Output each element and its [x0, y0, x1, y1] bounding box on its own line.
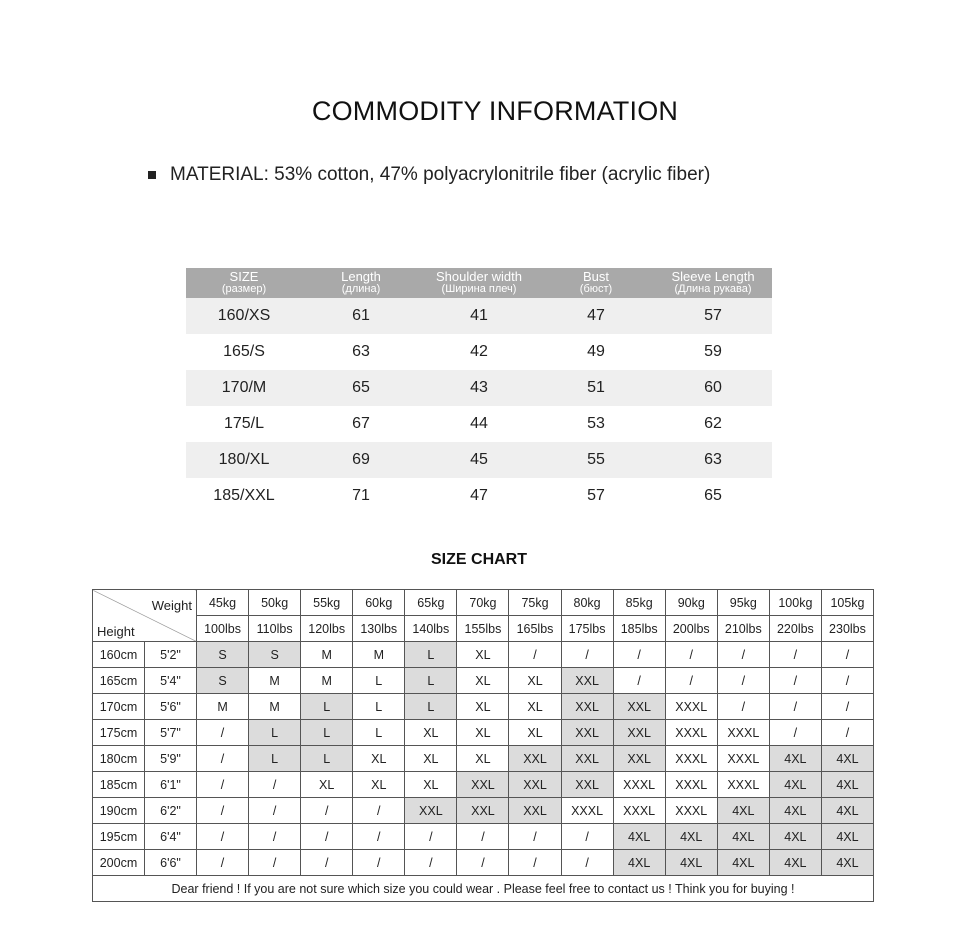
- size-cell: 4XL: [769, 746, 821, 772]
- size-cell: XXXL: [613, 772, 665, 798]
- measurement-cell: 59: [704, 343, 722, 360]
- weight-kg-cell: 65kg: [405, 590, 457, 616]
- weight-kg-cell: 60kg: [353, 590, 405, 616]
- measurement-cell: 61: [302, 298, 420, 334]
- height-cm-cell: 190cm: [93, 798, 145, 824]
- measurement-cell: 65: [302, 370, 420, 406]
- header-length: Length (длина): [302, 268, 420, 298]
- size-cell: XXL: [561, 668, 613, 694]
- size-cell: /: [717, 668, 769, 694]
- size-cell: M: [301, 668, 353, 694]
- size-cell: L: [353, 694, 405, 720]
- size-cell: /: [457, 850, 509, 876]
- weight-lbs-cell: 230lbs: [821, 616, 873, 642]
- weight-kg-cell: 55kg: [301, 590, 353, 616]
- size-cell: /: [561, 642, 613, 668]
- measurement-header-row: [186, 268, 772, 298]
- size-cell: L: [353, 720, 405, 746]
- size-cell: L: [353, 668, 405, 694]
- size-cell: XL: [405, 772, 457, 798]
- size-cell: /: [665, 668, 717, 694]
- size-cell: XXL: [561, 720, 613, 746]
- measurement-cell: 180/XL: [186, 442, 302, 478]
- size-cell: /: [353, 798, 405, 824]
- size-cell: L: [249, 720, 301, 746]
- size-cell: 4XL: [717, 850, 769, 876]
- size-cell: /: [249, 772, 301, 798]
- weight-height-corner: [93, 590, 197, 642]
- height-row: [93, 642, 874, 668]
- size-cell: L: [301, 746, 353, 772]
- height-cm-cell: 165cm: [93, 668, 145, 694]
- weight-lbs-cell: 200lbs: [665, 616, 717, 642]
- size-cell: M: [353, 642, 405, 668]
- weight-lbs-cell: 120lbs: [301, 616, 353, 642]
- size-cell: 4XL: [821, 746, 873, 772]
- height-ft-cell: 5'2": [145, 642, 197, 668]
- size-cell: XL: [509, 694, 561, 720]
- measurement-cell: 53: [587, 415, 605, 432]
- height-ft-cell: 5'7": [145, 720, 197, 746]
- weight-lbs-cell: 210lbs: [717, 616, 769, 642]
- size-cell: 4XL: [821, 798, 873, 824]
- size-cell: L: [301, 694, 353, 720]
- size-cell: 4XL: [665, 824, 717, 850]
- size-cell: /: [457, 824, 509, 850]
- weight-kg-cell: 85kg: [613, 590, 665, 616]
- weight-lbs-cell: 175lbs: [561, 616, 613, 642]
- weight-lbs-cell: 110lbs: [249, 616, 301, 642]
- size-cell: /: [717, 694, 769, 720]
- size-cell: /: [821, 642, 873, 668]
- size-cell: 4XL: [821, 824, 873, 850]
- size-cell: XL: [353, 746, 405, 772]
- height-cm-cell: 185cm: [93, 772, 145, 798]
- size-cell: M: [197, 694, 249, 720]
- height-cm-cell: 170cm: [93, 694, 145, 720]
- measurement-table: [186, 268, 772, 514]
- size-cell: XXXL: [665, 746, 717, 772]
- measurement-cell: 57: [654, 298, 772, 334]
- height-cm-cell: 175cm: [93, 720, 145, 746]
- header-shoulder-width: Shoulder width (Ширина плеч): [420, 268, 538, 298]
- size-cell: 4XL: [769, 798, 821, 824]
- size-cell: /: [769, 720, 821, 746]
- size-cell: /: [197, 824, 249, 850]
- size-cell: S: [249, 642, 301, 668]
- measurement-cell: 41: [420, 298, 538, 334]
- size-cell: M: [301, 642, 353, 668]
- height-row: [93, 798, 874, 824]
- measurement-cell: 43: [420, 370, 538, 406]
- height-row: [93, 720, 874, 746]
- size-cell: L: [405, 668, 457, 694]
- weight-lbs-cell: 165lbs: [509, 616, 561, 642]
- size-cell: /: [717, 642, 769, 668]
- weight-lbs-cell: 140lbs: [405, 616, 457, 642]
- material-text: MATERIAL: 53% cotton, 47% polyacrylonitrile fiber (acrylic fiber): [170, 164, 711, 185]
- size-cell: XXL: [561, 772, 613, 798]
- measurement-row: [186, 334, 772, 370]
- size-cell: /: [769, 668, 821, 694]
- size-cell: XXL: [405, 798, 457, 824]
- measurement-cell: 60: [654, 370, 772, 406]
- height-row: [93, 746, 874, 772]
- height-cm-cell: 180cm: [93, 746, 145, 772]
- size-cell: XXXL: [717, 720, 769, 746]
- size-cell: /: [769, 694, 821, 720]
- weight-lbs-cell: 100lbs: [197, 616, 249, 642]
- size-cell: /: [197, 720, 249, 746]
- size-cell: XL: [457, 668, 509, 694]
- height-label: Height: [97, 624, 135, 639]
- footer-row: [93, 876, 874, 902]
- header-size: SIZE (размер): [186, 268, 302, 298]
- measurement-row: [186, 406, 772, 442]
- size-cell: XL: [509, 720, 561, 746]
- size-cell: XXXL: [665, 772, 717, 798]
- size-cell: XL: [457, 642, 509, 668]
- size-cell: 4XL: [769, 824, 821, 850]
- measurement-row: [186, 478, 772, 514]
- size-cell: XXL: [613, 694, 665, 720]
- size-cell: 4XL: [821, 850, 873, 876]
- weight-label: Weight: [151, 598, 192, 613]
- size-chart-title: SIZE CHART: [431, 551, 527, 568]
- weight-kg-row: [93, 590, 874, 616]
- header-bust: Bust (бюст): [538, 268, 654, 298]
- measurement-cell: 44: [470, 415, 488, 432]
- measurement-cell: 63: [654, 442, 772, 478]
- height-ft-cell: 5'9": [145, 746, 197, 772]
- measurement-cell: 67: [352, 415, 370, 432]
- weight-kg-cell: 50kg: [249, 590, 301, 616]
- size-cell: /: [405, 850, 457, 876]
- measurement-cell: 185/XXL: [213, 487, 275, 504]
- size-cell: XXL: [561, 694, 613, 720]
- header-sleeve-length: Sleeve Length (Длина рукава): [654, 268, 772, 298]
- measurement-cell: 51: [538, 370, 654, 406]
- size-cell: 4XL: [613, 824, 665, 850]
- footer-note: Dear friend ! If you are not sure which size you could wear . Please feel free to contact us ! Think you for buying !: [93, 876, 874, 902]
- measurement-cell: 42: [470, 343, 488, 360]
- size-cell: /: [301, 798, 353, 824]
- height-row: [93, 824, 874, 850]
- weight-lbs-cell: 155lbs: [457, 616, 509, 642]
- size-cell: /: [769, 642, 821, 668]
- size-cell: /: [613, 668, 665, 694]
- size-cell: XXXL: [717, 772, 769, 798]
- size-cell: L: [405, 694, 457, 720]
- measurement-cell: 165/S: [223, 343, 265, 360]
- size-cell: XL: [509, 668, 561, 694]
- height-row: [93, 850, 874, 876]
- size-cell: XL: [457, 694, 509, 720]
- weight-kg-cell: 90kg: [665, 590, 717, 616]
- size-cell: /: [301, 824, 353, 850]
- size-cell: 4XL: [613, 850, 665, 876]
- size-cell: XL: [301, 772, 353, 798]
- weight-kg-cell: 100kg: [769, 590, 821, 616]
- size-cell: XL: [405, 746, 457, 772]
- weight-lbs-cell: 220lbs: [769, 616, 821, 642]
- weight-kg-cell: 70kg: [457, 590, 509, 616]
- size-cell: XXL: [613, 720, 665, 746]
- weight-kg-cell: 95kg: [717, 590, 769, 616]
- size-cell: XXL: [509, 746, 561, 772]
- weight-kg-cell: 45kg: [197, 590, 249, 616]
- measurement-cell: 55: [538, 442, 654, 478]
- size-cell: /: [821, 668, 873, 694]
- size-cell: /: [353, 824, 405, 850]
- square-bullet-icon: [148, 171, 156, 179]
- size-cell: /: [509, 850, 561, 876]
- weight-kg-cell: 105kg: [821, 590, 873, 616]
- measurement-cell: 63: [352, 343, 370, 360]
- measurement-row: [186, 370, 772, 406]
- weight-lbs-row: [93, 616, 874, 642]
- measurement-cell: 65: [704, 487, 722, 504]
- size-cell: /: [561, 824, 613, 850]
- measurement-cell: 47: [470, 487, 488, 504]
- size-cell: S: [197, 642, 249, 668]
- size-cell: /: [509, 824, 561, 850]
- measurement-row: [186, 298, 772, 334]
- size-cell: XXXL: [717, 746, 769, 772]
- weight-kg-cell: 75kg: [509, 590, 561, 616]
- size-cell: 4XL: [769, 772, 821, 798]
- height-ft-cell: 6'2": [145, 798, 197, 824]
- height-row: [93, 772, 874, 798]
- height-ft-cell: 6'1": [145, 772, 197, 798]
- measurement-cell: 69: [302, 442, 420, 478]
- size-cell: 4XL: [665, 850, 717, 876]
- size-cell: XXXL: [665, 694, 717, 720]
- height-row: [93, 694, 874, 720]
- measurement-cell: 170/M: [186, 370, 302, 406]
- weight-lbs-cell: 185lbs: [613, 616, 665, 642]
- size-cell: /: [561, 850, 613, 876]
- size-cell: S: [197, 668, 249, 694]
- size-cell: 4XL: [769, 850, 821, 876]
- size-cell: /: [197, 746, 249, 772]
- size-cell: XXL: [561, 746, 613, 772]
- size-cell: XL: [457, 746, 509, 772]
- weight-kg-cell: 80kg: [561, 590, 613, 616]
- size-cell: /: [197, 798, 249, 824]
- size-cell: 4XL: [821, 772, 873, 798]
- height-cm-cell: 195cm: [93, 824, 145, 850]
- height-cm-cell: 160cm: [93, 642, 145, 668]
- measurement-cell: 47: [538, 298, 654, 334]
- size-cell: /: [301, 850, 353, 876]
- size-cell: /: [821, 694, 873, 720]
- size-cell: XL: [457, 720, 509, 746]
- height-ft-cell: 5'4": [145, 668, 197, 694]
- page-title: COMMODITY INFORMATION: [311, 96, 679, 126]
- height-cm-cell: 200cm: [93, 850, 145, 876]
- size-cell: L: [405, 642, 457, 668]
- size-cell: /: [197, 850, 249, 876]
- size-cell: 4XL: [717, 798, 769, 824]
- size-cell: XL: [353, 772, 405, 798]
- size-cell: /: [249, 798, 301, 824]
- size-cell: L: [249, 746, 301, 772]
- size-cell: /: [821, 720, 873, 746]
- measurement-cell: 49: [587, 343, 605, 360]
- size-cell: XXXL: [613, 798, 665, 824]
- size-cell: /: [405, 824, 457, 850]
- height-ft-cell: 6'6": [145, 850, 197, 876]
- size-cell: XXXL: [665, 798, 717, 824]
- size-cell: XXL: [613, 746, 665, 772]
- height-ft-cell: 5'6": [145, 694, 197, 720]
- size-cell: 4XL: [717, 824, 769, 850]
- measurement-cell: 175/L: [223, 415, 265, 432]
- size-cell: XXL: [457, 772, 509, 798]
- size-cell: /: [249, 850, 301, 876]
- measurement-cell: 57: [587, 487, 605, 504]
- size-cell: XXL: [457, 798, 509, 824]
- size-cell: XXL: [509, 772, 561, 798]
- measurement-row: [186, 442, 772, 478]
- size-cell: /: [613, 642, 665, 668]
- size-cell: /: [509, 642, 561, 668]
- size-cell: M: [249, 668, 301, 694]
- measurement-cell: 45: [420, 442, 538, 478]
- size-cell: XXL: [509, 798, 561, 824]
- measurement-cell: 71: [352, 487, 370, 504]
- size-cell: L: [301, 720, 353, 746]
- weight-lbs-cell: 130lbs: [353, 616, 405, 642]
- height-ft-cell: 6'4": [145, 824, 197, 850]
- height-row: [93, 668, 874, 694]
- size-cell: XXXL: [665, 720, 717, 746]
- size-chart-grid: [92, 589, 874, 902]
- size-cell: /: [197, 772, 249, 798]
- size-cell: M: [249, 694, 301, 720]
- size-cell: XXXL: [561, 798, 613, 824]
- measurement-cell: 62: [704, 415, 722, 432]
- measurement-cell: 160/XS: [186, 298, 302, 334]
- size-cell: /: [249, 824, 301, 850]
- size-cell: /: [665, 642, 717, 668]
- material-info: [148, 164, 710, 186]
- size-cell: /: [353, 850, 405, 876]
- size-cell: XL: [405, 720, 457, 746]
